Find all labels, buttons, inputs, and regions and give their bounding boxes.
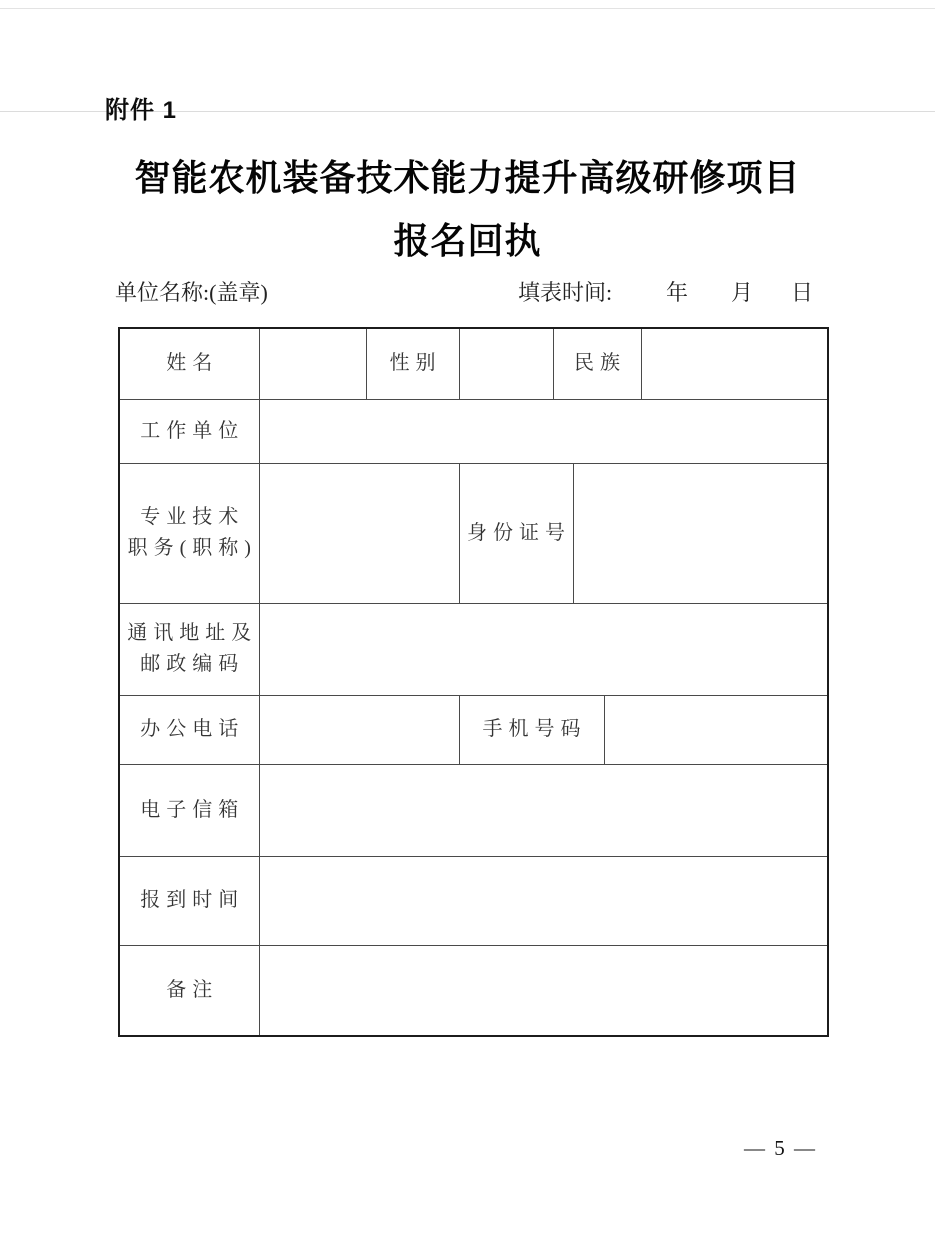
field-label-address (119, 603, 259, 695)
unit-seal-label: 单位名称:(盖章) (115, 280, 268, 305)
field-label-name: 姓名 (119, 328, 259, 399)
table-row (119, 856, 828, 945)
field-value-address (259, 603, 828, 695)
month-label: 月 (731, 280, 754, 305)
field-value-name (259, 328, 366, 399)
table-row (119, 695, 828, 764)
field-value-email (259, 764, 828, 856)
field-value-registration-time (259, 856, 828, 945)
table-row (119, 463, 828, 603)
table-row (119, 945, 828, 1036)
page-number: — 5 — (744, 1136, 817, 1160)
field-label-work-unit: 工作单位 (119, 399, 259, 463)
fill-date-label: 填表时间: (518, 280, 613, 305)
field-value-office-phone (259, 695, 459, 764)
field-value-gender (459, 328, 553, 399)
field-label-professional-title-line1: 专业技术 (140, 506, 245, 528)
day-label: 日 (791, 280, 814, 305)
field-label-professional-title-line2: 职务(职称) (127, 537, 257, 559)
field-label-registration-time: 报到时间 (119, 856, 259, 945)
field-label-mobile-phone: 手机号码 (459, 695, 604, 764)
field-label-address-line2: 邮政编码 (140, 653, 245, 675)
field-value-ethnicity (641, 328, 828, 399)
field-value-remarks (259, 945, 828, 1036)
field-label-email: 电子信箱 (119, 764, 259, 856)
table-row (119, 603, 828, 695)
year-label: 年 (666, 280, 689, 305)
form-header-line (0, 276, 935, 306)
scan-artifact-line (0, 8, 935, 9)
field-value-mobile-phone (604, 695, 828, 764)
field-label-gender: 性别 (366, 328, 459, 399)
table-row (119, 764, 828, 856)
table-row (119, 399, 828, 463)
document-title: 智能农机装备技术能力提升高级研修项目 (134, 157, 801, 198)
field-label-office-phone: 办公电话 (119, 695, 259, 764)
field-value-id-number (573, 463, 828, 603)
field-label-address-line1: 通讯地址及 (127, 622, 258, 644)
field-value-professional-title (259, 463, 459, 603)
attachment-label: 附件 1 (105, 97, 178, 124)
field-label-professional-title (119, 463, 259, 603)
field-value-work-unit (259, 399, 828, 463)
registration-table (118, 327, 829, 1037)
field-label-remarks: 备注 (119, 945, 259, 1036)
field-label-ethnicity: 民族 (553, 328, 641, 399)
document-subtitle: 报名回执 (393, 220, 542, 261)
field-label-id-number: 身份证号 (459, 463, 573, 603)
table-row (119, 328, 828, 399)
